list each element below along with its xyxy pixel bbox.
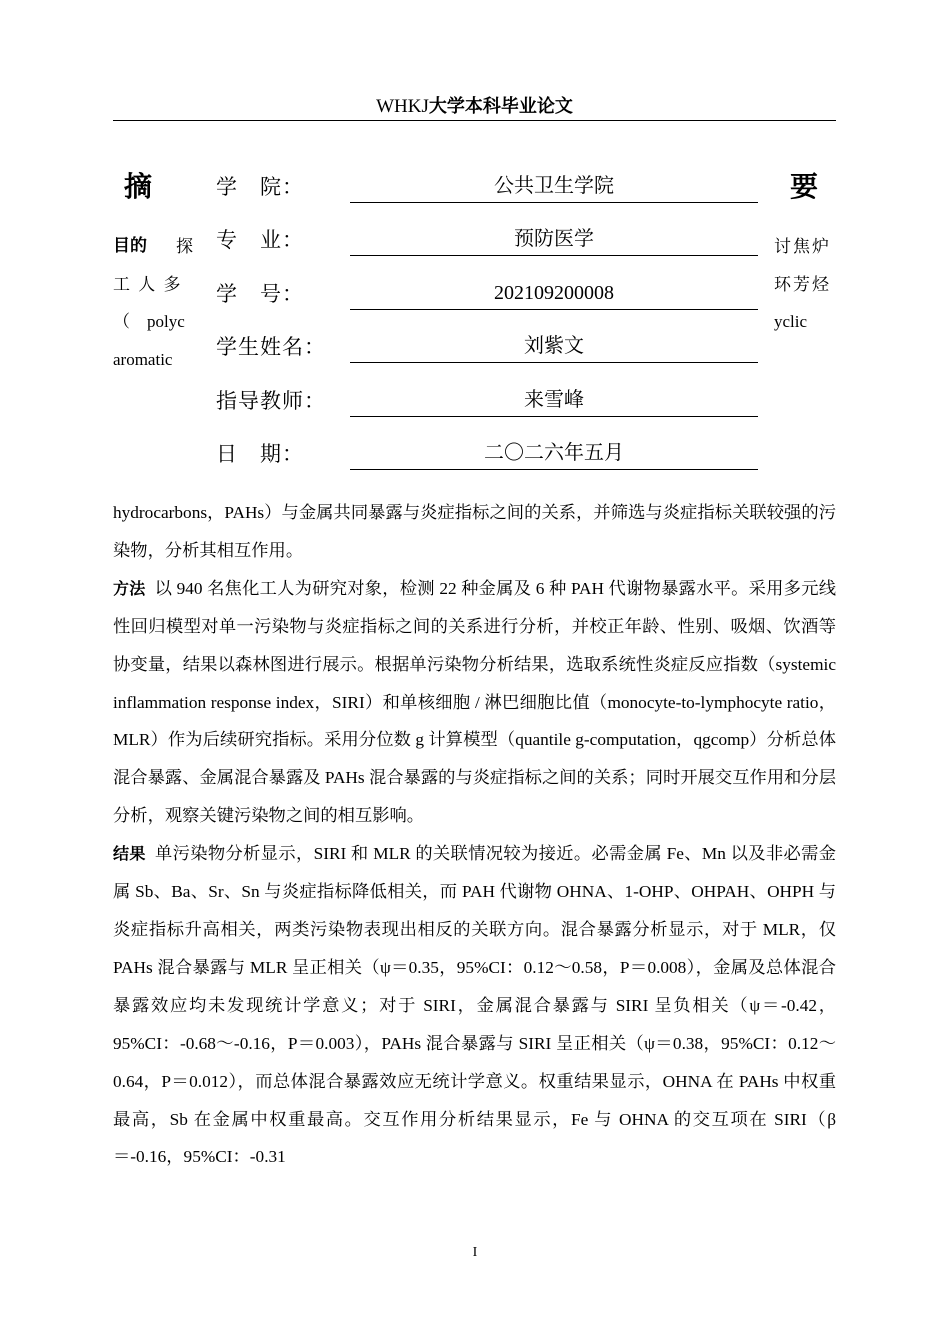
form-row-student-name xyxy=(216,323,776,363)
form-value: 二〇二六年五月 xyxy=(350,437,758,470)
objective-left-line-4: aromatic xyxy=(113,349,173,369)
methods-text: 以 940 名焦化工人为研究对象，检测 22 种金属及 6 种 PAH 代谢物暴露水平。采用多元线性回归模型对单一污染物与炎症指标之间的关系进行分析，并校正年龄、性别、吸烟、饮酒等协变量，结果以森林图进行展示。根据单污染物分析结果，选取系统性炎症反应指数（systemic inflammation response index，SIRI）和单核细胞 / 淋巴细胞比值（monocyte-to-lymphocyte ratio，MLR）作为后续研究指标。采用分位数 g 计算模型（quantile g-computation，qgcomp）分析总体混合暴露、金属混合暴露及 PAHs 混合暴露的与炎症指标之间的关系；同时开展交互作用和分层分析，观察关键污染物之间的相互影响。 xyxy=(113,578,836,826)
results-label: 结果 xyxy=(113,844,146,864)
objective-left-line-3: （ polyc xyxy=(113,312,185,331)
form-label: 日 期： xyxy=(216,442,304,466)
objective-left-column xyxy=(113,228,193,378)
page-number: I xyxy=(472,1245,478,1260)
abstract-body xyxy=(113,494,836,1176)
objective-left-line-1: 目的 探 xyxy=(113,228,193,266)
form-value: 刘紫文 xyxy=(350,330,758,363)
header-prefix: WHKJ xyxy=(376,96,429,117)
page-header xyxy=(113,94,836,121)
form-label: 指导教师： xyxy=(216,389,326,413)
objective-label: 目的 xyxy=(113,236,147,256)
objective-right-line-1: 讨焦炉 xyxy=(774,237,831,256)
form-value: 公共卫生学院 xyxy=(350,170,758,203)
results-text: 单污染物分析显示，SIRI 和 MLR 的关联情况较为接近。必需金属 Fe、Mn 以及非必需金属 Sb、Ba、Sr、Sn 与炎症指标降低相关，而 PAH 代谢物 OHNA、1-OHP、OHPAH、OHPH 与炎症指标升高相关，两类污染物表现出相反的关联方向。混合暴露分析显示，对于 MLR，仅 PAHs 混合暴露与 MLR 呈正相关（ψ＝0.35，95%CI：0.12～0.58，P＝0.008），金属及总体混合暴露效应均未发现统计学意义；对于 SIRI，金属混合暴露与 SIRI 呈负相关（ψ＝-0.42，95%CI：-0.68～-0.16，P＝0.003），PAHs 混合暴露与 SIRI 呈正相关（ψ＝0.38，95%CI：0.12～0.64，P＝0.012），而总体混合暴露效应无统计学意义。权重结果显示，OHNA 在 PAHs 中权重最高，Sb 在金属中权重最高。交互作用分析结果显示，Fe 与 OHNA 的交互项在 SIRI（β＝-0.16，95%CI：-0.31 xyxy=(113,844,836,1167)
abstract-heading-right: 要 xyxy=(790,170,819,203)
header-title: 大学本科毕业论文 xyxy=(428,96,573,117)
objective-right-line-3: yclic xyxy=(774,312,808,331)
form-label: 学 院： xyxy=(216,175,304,199)
objective-left-line-2: 工 人 多 xyxy=(113,274,183,294)
abstract-heading-left: 摘 xyxy=(124,170,153,203)
form-value: 202109200008 xyxy=(350,277,758,310)
results-paragraph xyxy=(113,835,836,1176)
methods-paragraph xyxy=(113,570,836,835)
form-row-student-id xyxy=(216,270,776,310)
form-value: 预防医学 xyxy=(350,223,758,256)
form-label: 学 号： xyxy=(216,282,304,306)
objective-right-column xyxy=(774,228,838,341)
objective-paragraph: hydrocarbons，PAHs）与金属共同暴露与炎症指标之间的关系，并筛选与炎症指标关联较强的污染物，分析其相互作用。 xyxy=(113,503,836,560)
form-label: 专 业： xyxy=(216,228,304,252)
methods-label: 方法 xyxy=(113,578,146,598)
form-row-college xyxy=(216,163,776,203)
form-label: 学生姓名： xyxy=(216,335,326,359)
form-value: 来雪峰 xyxy=(350,384,758,417)
form-row-date xyxy=(216,430,776,470)
form-row-advisor xyxy=(216,377,776,417)
objective-right-line-2: 环芳烃 xyxy=(774,274,831,294)
form-row-major xyxy=(216,216,776,256)
